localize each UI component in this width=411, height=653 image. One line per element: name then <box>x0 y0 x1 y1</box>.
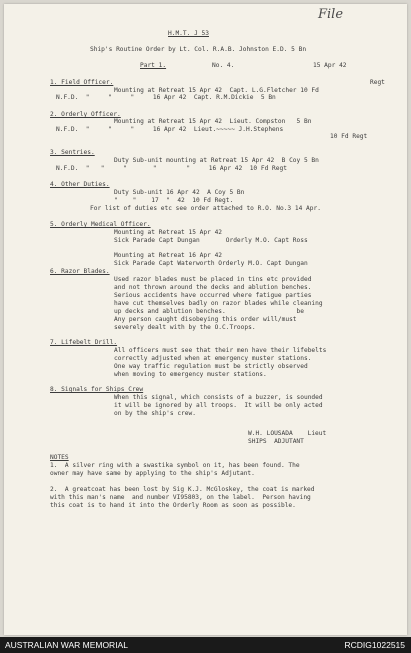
signature-title: SHIPS ADJUTANT <box>248 438 304 445</box>
section-6-line: up decks and ablution benches. be <box>114 308 304 315</box>
section-2-line: N.F.D. " " " 16 Apr 42 Lieut.~~~~~ J.H.Stephens <box>56 126 284 133</box>
notes-heading: NOTES <box>50 454 69 461</box>
section-4-line: " " 17 " 42 10 Fd Regt. <box>114 197 234 204</box>
section-1-line: Mounting at Retreat 15 Apr 42 Capt. L.G.Fletcher 10 Fd <box>114 87 319 94</box>
section-2-line: Mounting at Retreat 15 Apr 42 Lieut. Compston 5 Bn <box>114 118 312 125</box>
section-7-line: when moving to emergency muster stations. <box>114 371 267 378</box>
section-6-line: Used razor blades must be placed in tins etc provided <box>114 276 312 283</box>
section-5-heading: 5. Orderly Medical Officer. <box>50 221 151 228</box>
section-6-heading: 6. Razor Blades. <box>50 268 110 275</box>
section-8-line: it will be ignored by all troops. It will be only acted <box>114 402 323 409</box>
section-4-heading: 4. Other Duties. <box>50 181 110 188</box>
section-1-line: N.F.D. " " " 16 Apr 42 Capt. R.M.Dickie 5 Bn <box>56 94 276 101</box>
section-7-line: All officers must see that their men have their lifebelts <box>114 347 327 354</box>
section-2-line: 10 Fd Regt <box>330 133 368 140</box>
section-6-line: Any person caught disobeying this order will/must <box>114 316 297 323</box>
section-4-line: For list of duties etc see order attached to R.O. No.3 14 Apr. <box>90 205 321 212</box>
section-5-line: Mounting at Retreat 16 Apr 42 <box>114 252 223 259</box>
section-7-line: One way traffic regulation must be strictly observed <box>114 363 308 370</box>
note-line: with this man's name and number VI95803, on the label. Person having <box>50 494 311 501</box>
order-number: No. 4. <box>212 62 235 69</box>
section-3-line: Duty Sub-unit mounting at Retreat 15 Apr 42 B Coy 5 Bn <box>114 157 319 164</box>
order-date: 15 Apr 42 <box>313 62 347 69</box>
order-line: Ship's Routine Order by Lt. Col. R.A.B. Johnston E.D. 5 Bn <box>90 46 307 53</box>
section-7-line: correctly adjusted when at emergency muster stations. <box>114 355 312 362</box>
section-3-line: N.F.D. " " " " " 16 Apr 42 10 Fd Regt <box>56 165 287 172</box>
section-3-heading: 3. Sentries. <box>50 149 95 156</box>
section-7-heading: 7. Lifebelt Drill. <box>50 339 118 346</box>
section-6-line: Serious accidents have occurred where fatigue parties <box>114 292 312 299</box>
section-4-line: Duty Sub-unit 16 Apr 42 A Coy 5 Bn <box>114 189 245 196</box>
note-line: 1. A silver ring with a swastika symbol on it, has been found. The <box>50 462 300 469</box>
section-5-line: Mounting at Retreat 15 Apr 42 <box>114 229 223 236</box>
signature-name: W.H. LOUSADA Lieut <box>248 430 327 437</box>
ship-title: H.M.T. J 53 <box>168 30 209 37</box>
archive-footer <box>0 637 411 653</box>
footer-id: RCDIG1022515 <box>344 640 405 650</box>
section-6-line: and not thrown around the decks and ablution benches. <box>114 284 312 291</box>
note-line: 2. A greatcoat has been lost by Sig K.J. McGloskey, the coat is marked <box>50 486 315 493</box>
note-line: this coat is to hand it into the Orderly Room as soon as possible. <box>50 502 296 509</box>
section-2-heading: 2. Orderly Officer. <box>50 111 121 118</box>
section-8-line: on by the ship's crew. <box>114 410 196 417</box>
section-5-line: Sick Parade Capt Dungan Orderly M.O. Capt Ross <box>114 237 308 244</box>
section-6-line: have cut themselves badly on razor blades while cleaning <box>114 300 323 307</box>
footer-source: AUSTRALIAN WAR MEMORIAL <box>5 640 128 650</box>
section-6-line: severely dealt with by the O.C.Troops. <box>114 324 256 331</box>
section-1-regt: Regt <box>370 79 385 86</box>
part-label: Part 1. <box>140 62 167 69</box>
section-5-line: Sick Parade Capt Waterworth Orderly M.O. Capt Dungan <box>114 260 308 267</box>
section-8-line: When this signal, which consists of a buzzer, is sounded <box>114 394 323 401</box>
handwritten-note: File <box>318 7 344 22</box>
section-8-heading: 8. Signals for Ships Crew <box>50 386 144 393</box>
note-line: owner may have same by applying to the ship's Adjutant. <box>50 470 255 477</box>
section-1-heading: 1. Field Officer. <box>50 79 114 86</box>
